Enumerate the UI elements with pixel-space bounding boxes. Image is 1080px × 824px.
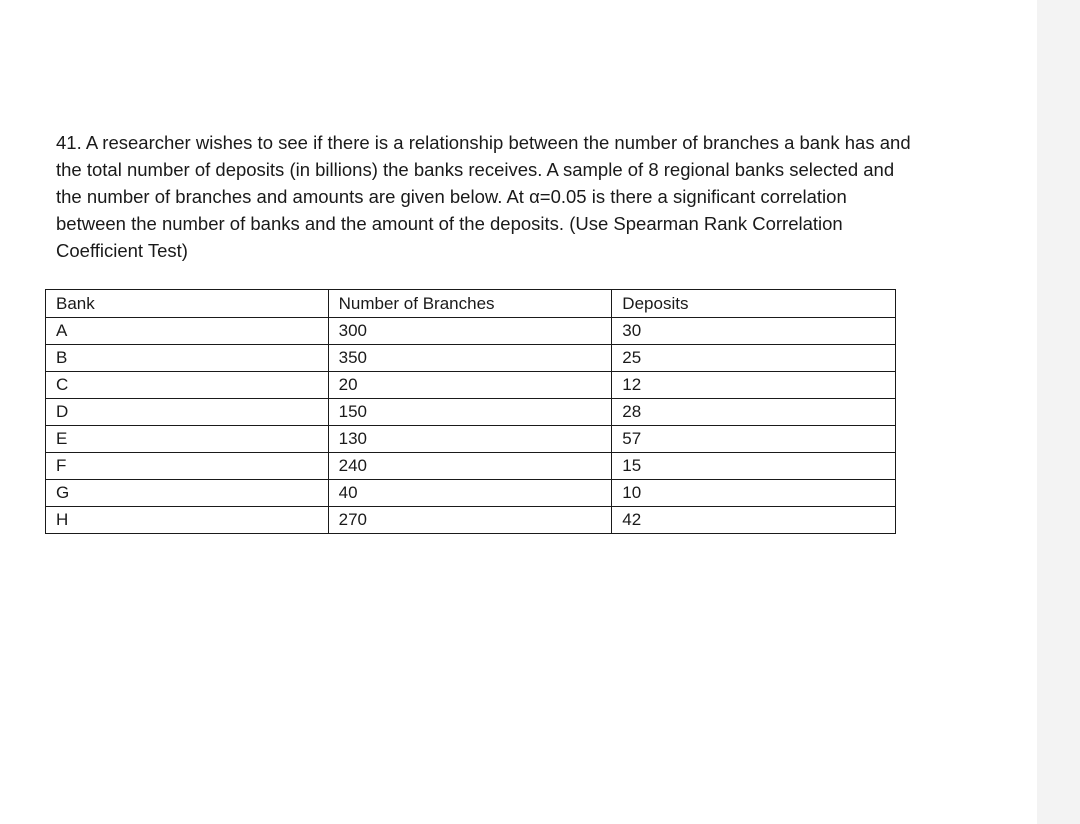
data-table — [45, 289, 896, 534]
header-bank: Bank — [46, 290, 329, 318]
cell-deposits: 12 — [612, 372, 896, 399]
cell-bank: F — [46, 453, 329, 480]
table-row — [46, 453, 896, 480]
cell-deposits: 30 — [612, 318, 896, 345]
table-row — [46, 426, 896, 453]
question-text: 41. A researcher wishes to see if there is a relationship between the number of branches a bank has and the total number of deposits (in billions) the banks receives. A sample of 8 regional banks selected and the number of branches and amounts are given below. At α=0.05 is there a significant correlation between the number of banks and the amount of the deposits. (Use Spearman Rank Correlation Coefficient Test) — [56, 132, 911, 261]
cell-bank: D — [46, 399, 329, 426]
cell-bank: C — [46, 372, 329, 399]
cell-branches: 40 — [328, 480, 612, 507]
cell-branches: 130 — [328, 426, 612, 453]
cell-deposits: 10 — [612, 480, 896, 507]
table-row — [46, 372, 896, 399]
cell-deposits: 15 — [612, 453, 896, 480]
table-row — [46, 345, 896, 372]
side-panel — [1037, 0, 1080, 824]
cell-bank: G — [46, 480, 329, 507]
cell-branches: 20 — [328, 372, 612, 399]
cell-deposits: 42 — [612, 507, 896, 534]
cell-bank: A — [46, 318, 329, 345]
cell-bank: E — [46, 426, 329, 453]
header-deposits: Deposits — [612, 290, 896, 318]
cell-branches: 300 — [328, 318, 612, 345]
table-row — [46, 507, 896, 534]
cell-branches: 150 — [328, 399, 612, 426]
cell-branches: 270 — [328, 507, 612, 534]
cell-bank: H — [46, 507, 329, 534]
table-header-row — [46, 290, 896, 318]
table-row — [46, 318, 896, 345]
header-number-of-branches: Number of Branches — [328, 290, 612, 318]
cell-deposits: 25 — [612, 345, 896, 372]
cell-bank: B — [46, 345, 329, 372]
table-row — [46, 399, 896, 426]
table-row — [46, 480, 896, 507]
cell-branches: 350 — [328, 345, 612, 372]
cell-deposits: 57 — [612, 426, 896, 453]
cell-branches: 240 — [328, 453, 612, 480]
cell-deposits: 28 — [612, 399, 896, 426]
